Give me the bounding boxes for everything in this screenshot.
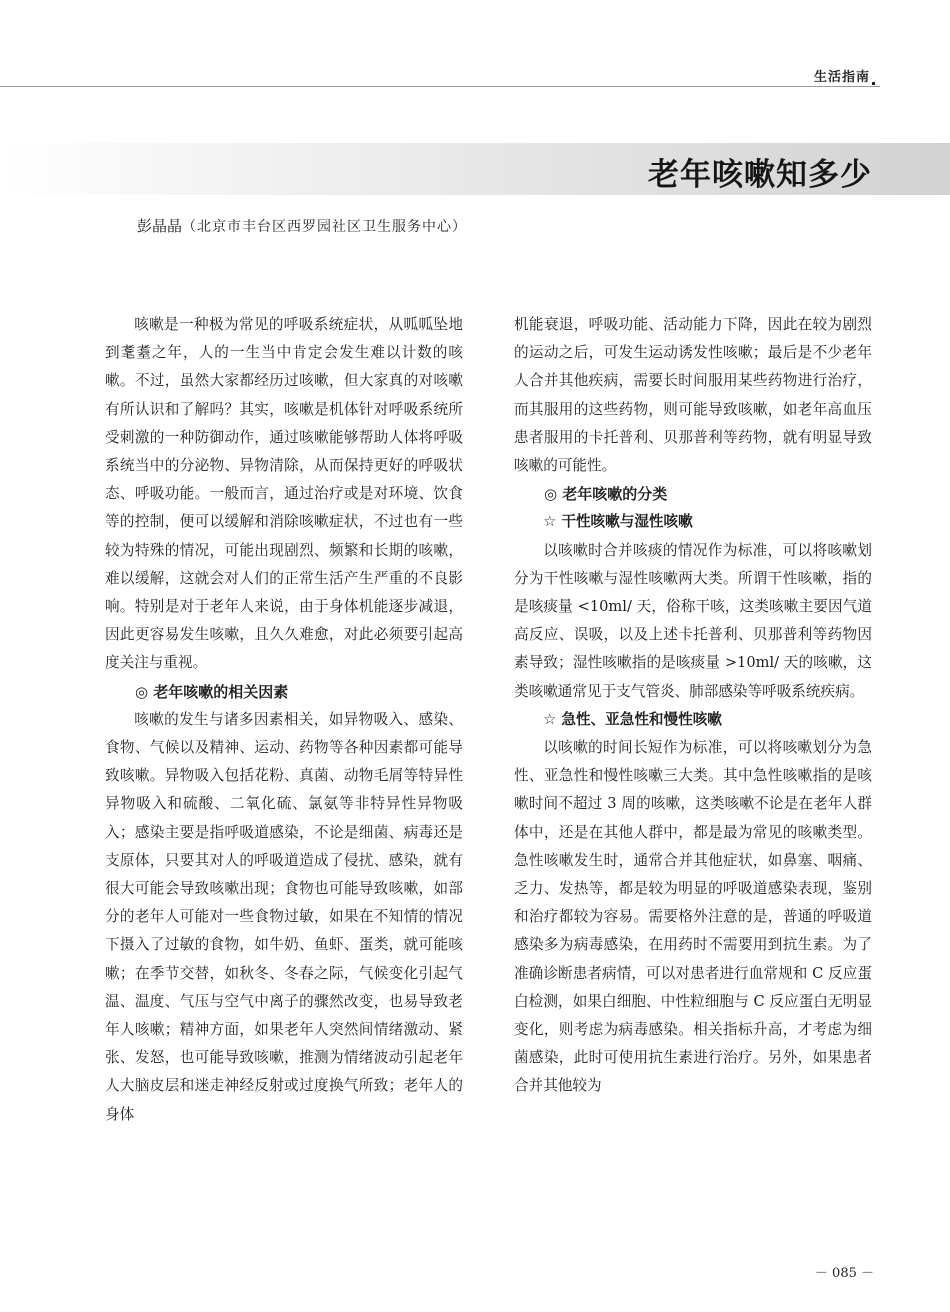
heading-classification: ◎ 老年咳嗽的分类: [544, 485, 668, 504]
page-number: － 085 －: [814, 1266, 874, 1281]
byline: [137, 215, 467, 236]
article-title: 老年咳嗽知多少: [648, 157, 872, 193]
paragraph-dry-wet-cough: 以咳嗽时合并咳痰的情况作为标准，可以将咳嗽划分为干性咳嗽与湿性咳嗽两大类。所谓干性咳嗽，指的是咳痰量 <10ml/ 天，俗称干咳，这类咳嗽主要因气道高反应、误吸，以及上述卡托普利、贝那普利等药物因素导致；湿性咳嗽指的是咳痰量 >10ml/ 天的咳嗽，这类咳嗽通常见于支气管炎、肺部感染等呼吸系统疾病。: [514, 541, 872, 700]
subheading-dry-wet-cough: ☆ 干性咳嗽与湿性咳嗽: [543, 513, 693, 531]
paragraph-factors-continued: 机能衰退，呼吸功能、活动能力下降，因此在较为剧烈的运动之后，可发生运动诱发性咳嗽；最后是不少老年人合并其他疾病，需要长时间服用某些药物进行治疗，而其服用的这些药物，则可能导致咳嗽，如老年高血压患者服用的卡托普利、贝那普利等药物，就有明显导致咳嗽的可能性。: [514, 316, 872, 475]
author-name: 彭晶晶: [137, 217, 183, 235]
header-rule: [0, 86, 880, 87]
paragraph-factors: 咳嗽的发生与诸多因素相关，如异物吸入、感染、食物、气候以及精神、运动、药物等各种因素都可能导致咳嗽。异物吸入包括花粉、真菌、动物毛屑等特异性异物吸入和硫酸、二氧化硫、氯氨等非特异性异物吸入；感染主要是指呼吸道感染，不论是细菌、病毒还是支原体，只要其对人的呼吸道造成了侵扰、感染，就有很大可能会导致咳嗽出现；食物也可能导致咳嗽，如部分的老年人可能对一些食物过敏，如果在不知情的情况下摄入了过敏的食物，如牛奶、鱼虾、蛋类，就可能咳嗽；在季节交替，如秋冬、冬春之际，气候变化引起气温、温度、气压与空气中离子的骤然改变，也易导致老年人咳嗽；精神方面，如果老年人突然间情绪激动、紧张、发怒，也可能导致咳嗽，推测为情绪波动引起老年人大脑皮层和迷走神经反射或过度换气所致；老年人的身体: [105, 710, 463, 1123]
heading-related-factors: ◎ 老年咳嗽的相关因素: [135, 682, 289, 701]
subheading-acute-chronic-cough: ☆ 急性、亚急性和慢性咳嗽: [543, 710, 722, 728]
author-affiliation: （北京市丰台区西罗园社区卫生服务中心）: [182, 219, 468, 235]
paragraph-intro: 咳嗽是一种极为常见的呼吸系统症状，从呱呱坠地到耄耋之年，人的一生当中肯定会发生难以计数的咳嗽。不过，虽然大家都经历过咳嗽，但大家真的对咳嗽有所认识和了解吗？其实，咳嗽是机体针对呼吸系统所受刺激的一种防御动作，通过咳嗽能够帮助人体将呼吸系统当中的分泌物、异物清除，从而保持更好的呼吸状态、呼吸功能。一般而言，通过治疗或是对环境、饮食等的控制，便可以缓解和消除咳嗽症状，不过也有一些较为特殊的情况，可能出现剧烈、频繁和长期的咳嗽，难以缓解，这就会对人们的正常生活产生严重的不良影响。特别是对于老年人来说，由于身体机能逐步减退，因此更容易发生咳嗽，且久久难愈，对此必须要引起高度关注与重视。: [105, 316, 463, 672]
right-column: [514, 311, 872, 1251]
paragraph-acute-chronic-cough: 以咳嗽的时间长短作为标准，可以将咳嗽划分为急性、亚急性和慢性咳嗽三大类。其中急性咳嗽指的是咳嗽时间不超过 3 周的咳嗽，这类咳嗽不论是在老年人群体中，还是在其他人群中，都是最为常见的咳嗽类型。急性咳嗽发生时，通常合并其他症状，如鼻塞、咽痛、乏力、发热等，都是较为明显的呼吸道感染表现，鉴别和治疗都较为容易。需要格外注意的是，普通的呼吸道感染多为病毒感染，在用药时不需要用到抗生素。为了准确诊断患者病情，可以对患者进行血常规和 C 反应蛋白检测，如果白细胞、中性粒细胞与 C 反应蛋白无明显变化，则考虑为病毒感染。相关指标升高，才考虑为细菌感染，此时可使用抗生素进行治疗。另外，如果患者合并其他较为: [514, 739, 872, 1095]
section-label: 生活指南: [813, 70, 870, 85]
section-marker: [872, 82, 875, 85]
left-column: [105, 311, 463, 1251]
